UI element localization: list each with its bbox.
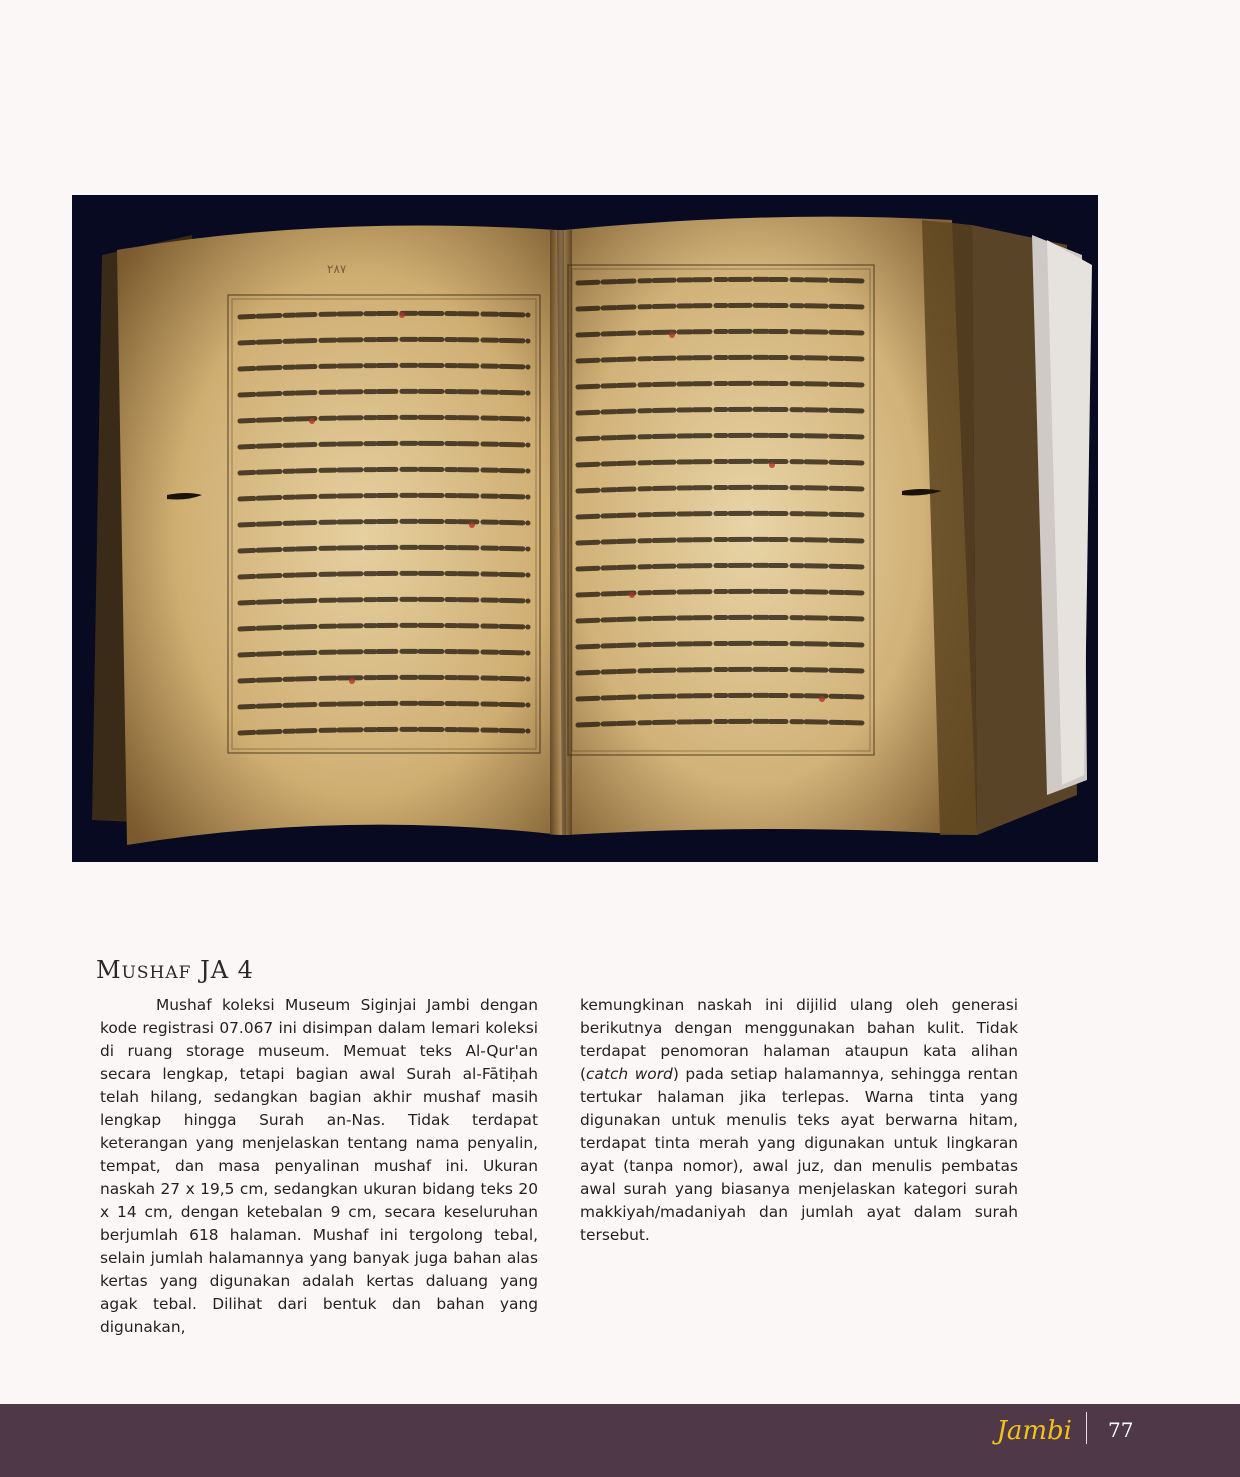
svg-text:۲۸۷: ۲۸۷	[327, 262, 347, 276]
catch-word-term: catch word	[586, 1065, 673, 1083]
page-footer	[0, 1404, 1240, 1477]
footer-divider	[1086, 1412, 1087, 1444]
right-column-text-start: kemungkinan naskah ini dijilid ulang oleh generasi berikutnya dengan menggunakan bahan kulit. Tidak terdapat penomoran halaman ataupun kata alihan (	[580, 996, 1018, 1083]
manuscript-photo	[72, 195, 1098, 862]
page-number: 77	[1108, 1418, 1134, 1442]
right-column-text-end: ) pada setiap halamannya, sehingga rentan tertukar halaman jika terlepas. Warna tinta yang digunakan untuk menulis teks ayat berwarna hitam, terdapat tinta merah yang digunakan untuk lingkaran ayat (tanpa nomor), awal juz, dan menulis pembatas awal surah yang biasanya menjelaskan kategori surah makkiyah/madaniyah dan jumlah ayat dalam surah tersebut.	[580, 1065, 1018, 1244]
article-body-left-column	[100, 994, 538, 1339]
article-title: Mushaf JA 4	[96, 956, 254, 984]
journal-name: Jambi	[996, 1416, 1072, 1446]
left-column-text: Mushaf koleksi Museum Siginjai Jambi dengan kode registrasi 07.067 ini disimpan dalam lemari koleksi di ruang storage museum. Memuat teks Al-Qur'an secara lengkap, tetapi bagian awal Surah al-Fātiḥah telah hilang, sedangkan bagian akhir mushaf masih lengkap hingga Surah an-Nas. Tidak terdapat keterangan yang menjelaskan tentang nama penyalin, tempat, dan masa penyalinan mushaf ini. Ukuran naskah 27 x 19,5 cm, sedangkan ukuran bidang teks 20 x 14 cm, dengan ketebalan 9 cm, secara keseluruhan berjumlah 618 halaman. Mushaf ini tergolong tebal, selain jumlah halamannya yang banyak juga bahan alas kertas yang digunakan adalah kertas daluang yang agak tebal. Dilihat dari bentuk dan bahan yang digunakan,	[100, 996, 538, 1336]
open-quran-manuscript-image	[72, 195, 1098, 862]
article-body-right-column	[580, 994, 1018, 1247]
